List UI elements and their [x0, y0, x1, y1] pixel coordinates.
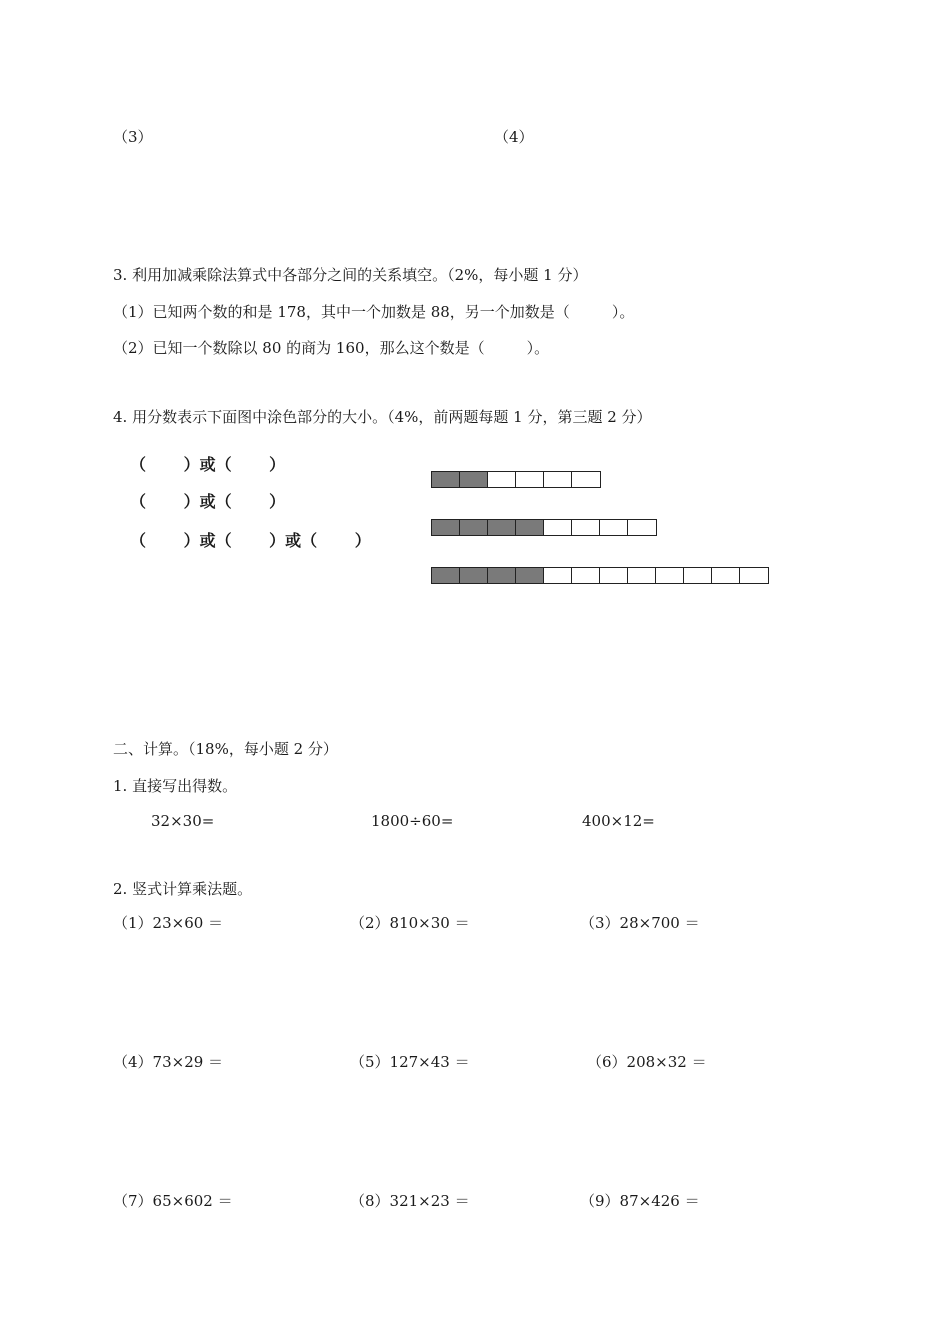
- shaded-cell: [488, 520, 516, 535]
- fraction-bar-1: [431, 471, 601, 488]
- empty-cell: [740, 568, 768, 583]
- sub-question-label-3: （3）: [113, 128, 153, 146]
- oral-calc-2: 1800÷60=: [371, 812, 454, 830]
- empty-cell: [572, 568, 600, 583]
- vertical-calc-4: （4）73×29 ＝: [113, 1053, 224, 1071]
- empty-cell: [488, 472, 516, 487]
- fraction-answer-row-3[interactable]: （ ）或（ ）或（ ）: [130, 531, 371, 550]
- empty-cell: [656, 568, 684, 583]
- shaded-cell: [460, 520, 488, 535]
- question-3-item-1-text: （1）已知两个数的和是 178，其中一个加数是 88，另一个加数是（: [113, 303, 570, 321]
- section-2-title: 二、计算。（18%，每小题 2 分）: [113, 740, 338, 758]
- vertical-calc-1: （1）23×60 ＝: [113, 914, 224, 932]
- vertical-calc-3: （3）28×700 ＝: [580, 914, 700, 932]
- empty-cell: [628, 520, 656, 535]
- empty-cell: [572, 520, 600, 535]
- fraction-bar-2: [431, 519, 657, 536]
- sub-question-label-4: （4）: [494, 128, 534, 146]
- shaded-cell: [460, 472, 488, 487]
- vertical-calc-8: （8）321×23 ＝: [350, 1192, 470, 1210]
- empty-cell: [600, 568, 628, 583]
- question-3-item-2: （2）已知一个数除以 80 的商为 160，那么这个数是（ ）。: [113, 339, 550, 357]
- empty-cell: [628, 568, 656, 583]
- empty-cell: [544, 568, 572, 583]
- question-4-title: 4. 用分数表示下面图中涂色部分的大小。（4%，前两题每题 1 分，第三题 2 分）: [113, 408, 652, 426]
- empty-cell: [544, 520, 572, 535]
- empty-cell: [516, 472, 544, 487]
- empty-cell: [712, 568, 740, 583]
- vertical-calc-7: （7）65×602 ＝: [113, 1192, 233, 1210]
- shaded-cell: [460, 568, 488, 583]
- empty-cell: [572, 472, 600, 487]
- oral-calc-3: 400×12=: [582, 812, 655, 830]
- vertical-calc-9: （9）87×426 ＝: [580, 1192, 700, 1210]
- vertical-calc-5: （5）127×43 ＝: [350, 1053, 470, 1071]
- fraction-answer-row-1[interactable]: （ ）或（ ）: [130, 455, 286, 474]
- shaded-cell: [516, 520, 544, 535]
- oral-calc-1: 32×30=: [151, 812, 215, 830]
- fraction-bar-3: [431, 567, 769, 584]
- sub-question-1-title: 1. 直接写出得数。: [113, 777, 238, 795]
- vertical-calc-2: （2）810×30 ＝: [350, 914, 470, 932]
- shaded-cell: [432, 568, 460, 583]
- vertical-calc-6: （6）208×32 ＝: [587, 1053, 707, 1071]
- sub-question-2-title: 2. 竖式计算乘法题。: [113, 880, 253, 898]
- question-3-item-2-text: （2）已知一个数除以 80 的商为 160，那么这个数是（: [113, 339, 485, 357]
- fraction-answer-row-2[interactable]: （ ）或（ ）: [130, 492, 286, 511]
- question-3-title: 3. 利用加减乘除法算式中各部分之间的关系填空。（2%，每小题 1 分）: [113, 266, 588, 284]
- empty-cell: [684, 568, 712, 583]
- shaded-cell: [432, 520, 460, 535]
- empty-cell: [544, 472, 572, 487]
- shaded-cell: [432, 472, 460, 487]
- shaded-cell: [488, 568, 516, 583]
- shaded-cell: [516, 568, 544, 583]
- question-3-item-1: （1）已知两个数的和是 178，其中一个加数是 88，另一个加数是（ ）。: [113, 303, 635, 321]
- empty-cell: [600, 520, 628, 535]
